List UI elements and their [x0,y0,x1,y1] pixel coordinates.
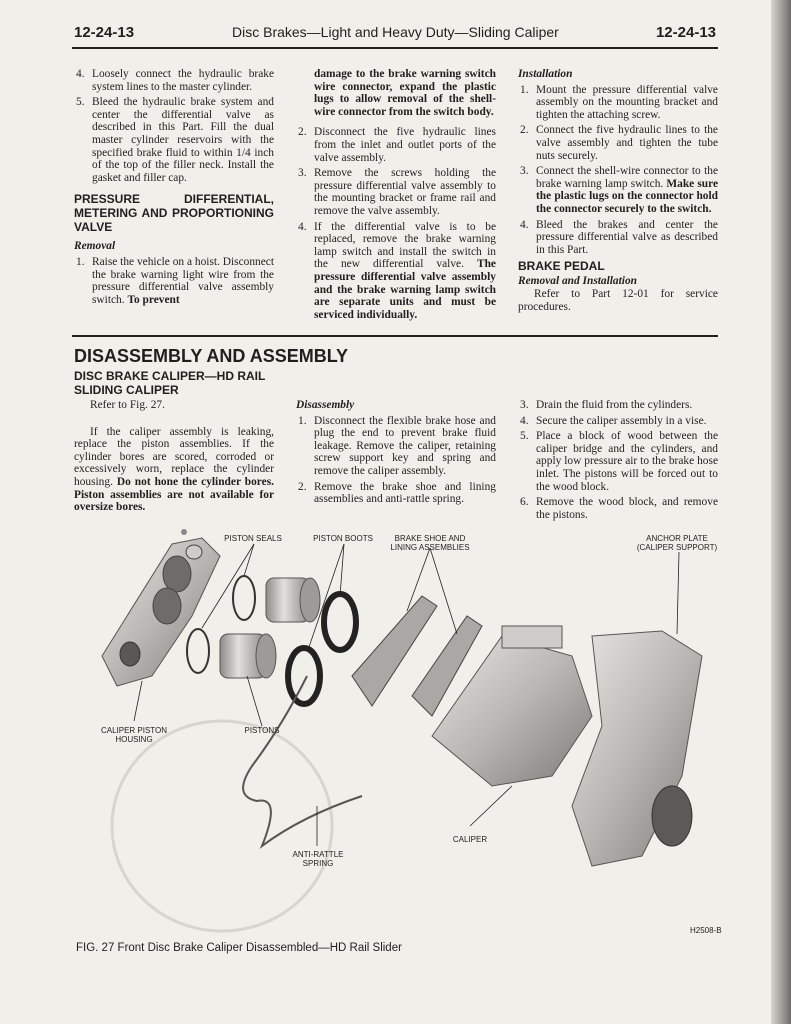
column-1 [74,68,274,309]
column-2 [296,68,496,324]
page-header [72,24,718,46]
label-pistons: PISTONS [244,726,280,735]
list-item: 4. If the differential valve is to be replaced, remove the brake warning lamp switch and install the switch in the new differential valve. The pressure differential valve assembly and the brake warning lamp switch are separate units and must be serviced individually. [298,220,496,321]
page-edge-shadow [771,0,791,1024]
brake-pedal-heading: BRAKE PEDAL [518,259,605,274]
label-brake-shoe-lining: BRAKE SHOE AND LINING ASSEMBLIES [390,534,470,552]
figure-caption: FIG. 27 Front Disc Brake Caliper Disassembled—HD Rail Slider [76,942,402,954]
figure-reference: Refer to Fig. 27. [90,399,165,411]
list-item: 3. Connect the shell-wire connector to the brake warning lamp switch. Make sure the plastic lugs on the connector hold the connector securely to the switch. [520,165,718,215]
column-3 [518,68,718,317]
piston-boot [324,594,356,650]
page-number-right: 12-24-13 [655,24,716,41]
subheading-removal: Removal [74,240,116,253]
list-item: 2. Remove the brake shoe and lining assemblies and anti-rattle spring. [298,480,496,506]
list-item: 4. Bleed the brakes and center the pressure differential valve as described in this Part. [520,218,718,256]
label-anchor-plate: ANCHOR PLATE (CALIPER SUPPORT) [636,534,718,552]
page-number-left: 12-24-13 [74,24,135,41]
brake-pedal-text: Refer to Part 12-01 for service procedures. [518,287,718,313]
list-item: 2. Connect the five hydraulic lines to the valve assembly and tighten the tube nuts securely. [520,124,718,162]
bleeder-screw [181,529,187,535]
piston-housing [102,529,220,686]
section-rule [72,335,718,337]
rotor-ghost [112,721,332,931]
lower-column-2 [296,399,496,509]
list-item: 3. Remove the screws holding the pressure differential valve assembly to the mounting bracket or frame rail and remove the valve assembly. [298,167,496,217]
section-subtitle-line-2: SLIDING CALIPER [74,383,179,397]
label-anti-rattle-spring: ANTI-RATTLE SPRING [292,850,344,868]
list-item: 4. Loosely connect the hydraulic brake system lines to the master cylinder. [76,68,274,93]
piston-seal [233,576,255,620]
label-caliper: CALIPER [452,835,488,844]
brake-pedal-subheading: Removal and Installation [518,275,637,288]
header-rule [72,47,718,49]
figure-id: H2508-B [690,926,722,935]
section-heading: PRESSURE DIFFERENTIAL, METERING AND PROPORTIONING VALVE [74,192,274,235]
label-piston-boots: PISTON BOOTS [313,534,373,543]
list-item: 3. Drain the fluid from the cylinders. [520,399,693,411]
continued-warning: damage to the brake warning switch wire connector, expand the plastic lugs to allow removal of the shell-wire connector from the switch body. [314,68,496,118]
subheading-installation: Installation [518,68,573,80]
piston-boot [288,648,320,704]
list-item: 6. Remove the wood block, and remove the pistons. [520,496,718,521]
figure-27 [72,526,722,946]
list-item: 2. Disconnect the five hydraulic lines from the inlet and outlet ports of the valve assembly. [298,126,496,164]
list-item: 1. Mount the pressure differential valve assembly on the mounting bracket and tighten the attaching screw. [520,83,718,121]
section-title: DISASSEMBLY AND ASSEMBLY [74,346,349,366]
list-item: 5. Place a block of wood between the caliper bridge and the cylinders, and apply low pressure air to the brake hose inlet. The pistons will be forced out to the wood block. [520,430,718,493]
list-item: 4. Secure the caliper assembly in a vise. [520,414,707,427]
lower-column-3 [518,399,718,524]
running-title: Disc Brakes—Light and Heavy Duty—Sliding Caliper [232,24,559,40]
section-subtitle-line-1: DISC BRAKE CALIPER—HD RAIL [74,369,266,383]
caliper-rail [502,626,562,648]
list-item: 1. Raise the vehicle on a hoist. Disconnect the brake warning light wire from the pressure differential valve assembly switch. To prevent [76,255,274,306]
label-caliper-piston-housing: CALIPER PISTON HOUSING [100,726,168,744]
label-piston-seals: PISTON SEALS [224,534,282,543]
subheading-disassembly: Disassembly [296,399,355,411]
caliper-paragraph: If the caliper assembly is leaking, replace the piston assemblies. If the cylinder bores are scored, corroded or excessively worn, replace the cylinder housing. Do not hone the cylinder bores. Piston assemblies are not available for oversize bores. [74,425,274,514]
piston-seal [187,629,209,673]
list-item: 1. Disconnect the flexible brake hose and plug the end to prevent brake fluid leakage. Remove the caliper, retaining screw support key and spring and remove the caliper assembly. [298,414,496,477]
lower-column-1 [74,399,274,518]
section-subtitle [74,369,265,397]
piston [266,578,320,622]
piston [220,634,276,678]
list-item: 5. Bleed the hydraulic brake system and center the differential valve as described in this Part. Fill the dual master cylinder reservoirs with the specified brake fluid to within 1/4 inch of the top of the filler neck. Install the gasket and filler cap. [76,96,274,184]
